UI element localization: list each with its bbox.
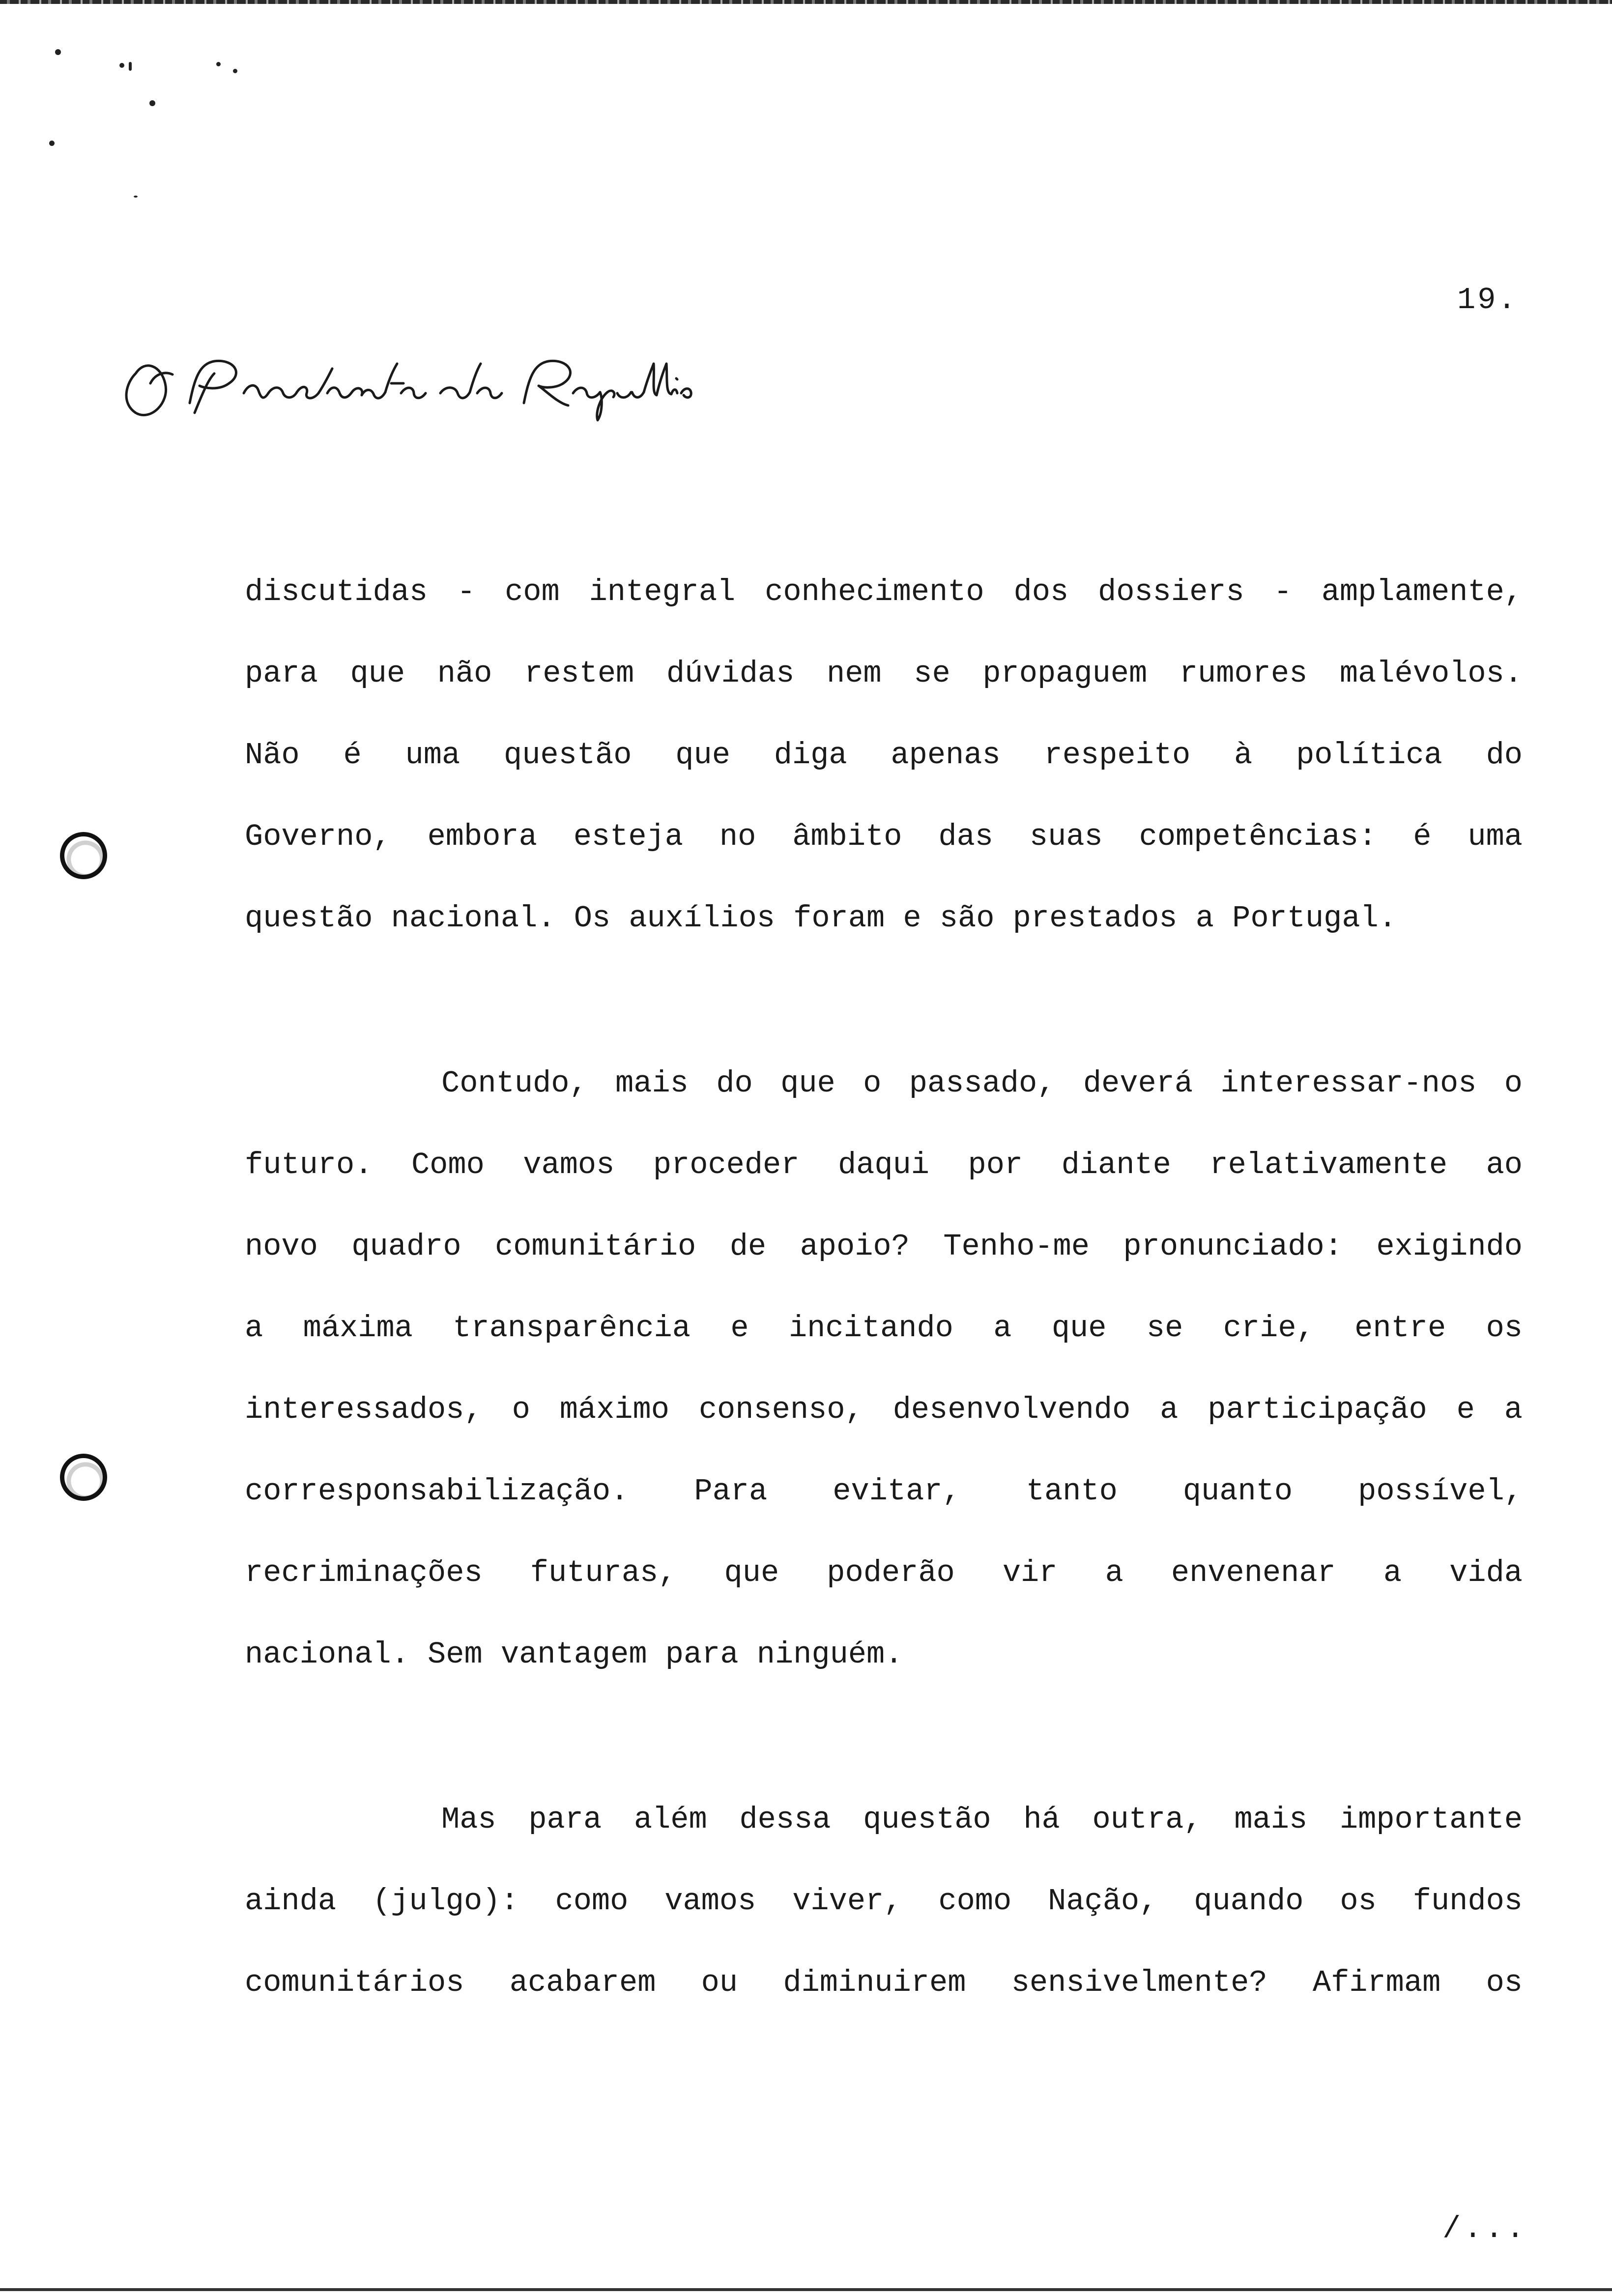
- scan-edge-top: [0, 0, 1612, 4]
- text-line: para que não restem dúvidas nem se propaguem rumores malévolos.: [245, 656, 1523, 691]
- scan-speck: [119, 63, 124, 68]
- page-number: 19.: [1457, 283, 1518, 317]
- text-line: ainda (julgo): como vamos viver, como Nação, quando os fundos: [245, 1884, 1523, 1919]
- paragraph-gap: [245, 1709, 1523, 1793]
- scan-speck: [149, 100, 155, 106]
- text-line: Contudo, mais do que o passado, deverá interessar-nos o: [441, 1066, 1523, 1101]
- scan-speck: [129, 62, 132, 71]
- text-line: Mas para além dessa questão há outra, mais importante: [441, 1802, 1523, 1837]
- paragraph-1: [245, 565, 1523, 973]
- text-line: corresponsabilização. Para evitar, tanto quanto possível,: [245, 1474, 1523, 1509]
- scan-speck: [49, 141, 55, 146]
- punch-hole-lower: [60, 1454, 107, 1501]
- text-line: Não é uma questão que diga apenas respeito à política do: [245, 738, 1523, 773]
- paragraph-gap: [245, 973, 1523, 1057]
- text-line: interessados, o máximo consenso, desenvolvendo a participação e a: [245, 1392, 1523, 1427]
- scan-speck: [216, 62, 221, 66]
- continuation-mark: /...: [1442, 2211, 1527, 2246]
- scan-speck: [55, 49, 61, 55]
- text-line: futuro. Como vamos proceder daqui por diante relativamente ao: [245, 1148, 1523, 1182]
- text-line: questão nacional. Os auxílios foram e são prestados a Portugal.: [245, 901, 1397, 936]
- paragraph-3: [245, 1793, 1523, 2038]
- scan-speck: [233, 69, 237, 73]
- punch-hole-upper: [60, 832, 107, 879]
- text-line: discutidas - com integral conhecimento dos dossiers - amplamente,: [245, 574, 1523, 609]
- text-line: Governo, embora esteja no âmbito das suas competências: é uma: [245, 819, 1523, 854]
- text-line: nacional. Sem vantagem para ninguém.: [245, 1637, 903, 1672]
- text-line: novo quadro comunitário de apoio? Tenho-me pronunciado: exigindo: [245, 1229, 1523, 1264]
- text-line: recriminações futuras, que poderão vir a envenenar a vida: [245, 1555, 1523, 1590]
- text-line: a máxima transparência e incitando a que se crie, entre os: [245, 1311, 1523, 1346]
- scan-speck: [134, 196, 138, 198]
- paragraph-2: [245, 1057, 1523, 1709]
- letter-body: [245, 565, 1523, 2038]
- scan-edge-bottom: [0, 2288, 1612, 2291]
- text-line: comunitários acabarem ou diminuirem sensivelmente? Afirmam os: [245, 1965, 1523, 2000]
- letterhead-script-signature: [116, 344, 696, 423]
